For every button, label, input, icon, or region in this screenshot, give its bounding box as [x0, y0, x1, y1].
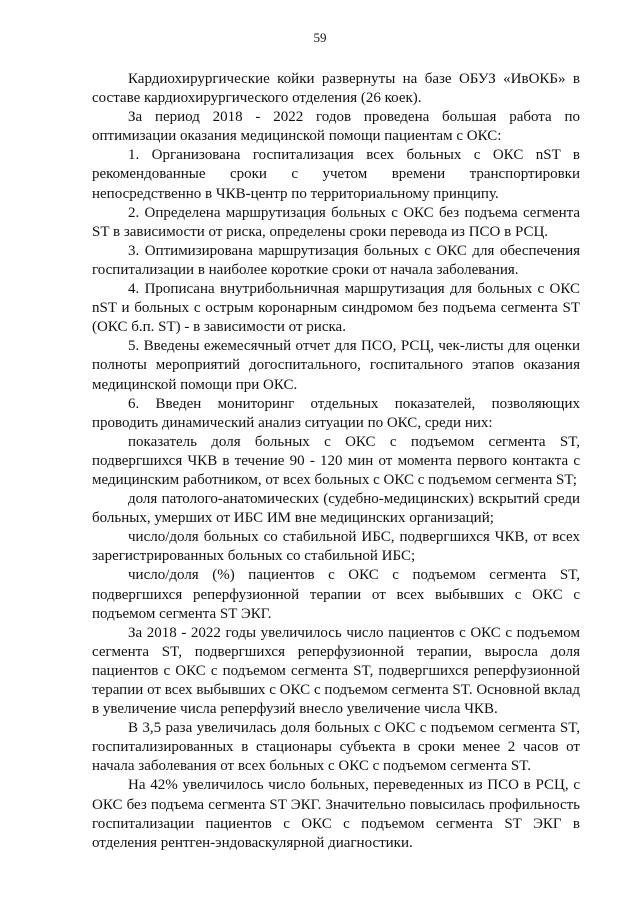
paragraph-results-early-hospitalization: В 3,5 раза увеличилась доля больных с ОКС с подъемом сегмента ST, госпитализированных в стационары субъекта в сроки менее 2 часов от начала заболевания от всех больных с ОКС с подъемом сегмента ST.	[92, 720, 580, 775]
list-item-2: 2. Определена маршрутизация больных с ОКС без подъема сегмента ST в зависимости от риска, определены сроки перевода из ПСО в РСЦ.	[92, 204, 580, 240]
document-body	[92, 70, 580, 853]
paragraph-period-intro: За период 2018 - 2022 годов проведена большая работа по оптимизации оказания медицинской помощи пациентам с ОКС:	[92, 109, 580, 145]
list-item-6: 6. Введен мониторинг отдельных показателей, позволяющих проводить динамический анализ ситуации по ОКС, среди них:	[92, 395, 580, 431]
indicator-pci-within-120-min: показатель доля больных с ОКС с подъемом сегмента ST, подвергшихся ЧКВ в течение 90 - 120 мин от момента первого контакта с медицинским работником, от всех больных с ОКС с подъемом сегмента ST;	[92, 433, 580, 488]
page-number: 59	[313, 30, 327, 45]
list-item-5: 5. Введены ежемесячный отчет для ПСО, РСЦ, чек-листы для оценки полноты мероприятий догоспитального, госпитального этапов оказания медицинской помощи при ОКС.	[92, 338, 580, 393]
list-item-4: 4. Прописана внутрибольничная маршрутизация для больных с ОКС nST и больных с острым коронарным синдромом без подъема сегмента ST (ОКС б.п. ST) - в зависимости от риска.	[92, 281, 580, 336]
list-item-1: 1. Организована госпитализация всех больных с ОКС nST в рекомендованные сроки с учетом времени транспортировки непосредственно в ЧКВ-центр по территориальному принципу.	[92, 147, 580, 202]
paragraph-cardiac-surgery-beds: Кардиохирургические койки развернуты на базе ОБУЗ «ИвОКБ» в составе кардиохирургического отделения (26 коек).	[92, 71, 580, 107]
paragraph-results-transfers: На 42% увеличилось число больных, переведенных из ПСО в РСЦ, с ОКС без подъема сегмента ST ЭКГ. Значительно повысилась профильность госпитализации пациентов с ОКС с подъемом сегмента ST ЭКГ в отделения рентген-эндоваскулярной диагностики.	[92, 777, 580, 851]
indicator-reperfusion-share: число/доля (%) пациентов с ОКС с подъемом сегмента ST, подвергшихся реперфузионной терапии от всех выбывших с ОКС с подъемом сегмента ST ЭКГ.	[92, 567, 580, 622]
indicator-stable-ihd-pci: число/доля больных со стабильной ИБС, подвергшихся ЧКВ, от всех зарегистрированных больных со стабильной ИБС;	[92, 529, 580, 565]
list-item-3: 3. Оптимизирована маршрутизация больных с ОКС для обеспечения госпитализации в наиболее короткие сроки от начала заболевания.	[92, 242, 580, 278]
indicator-autopsies: доля патолого-анатомических (судебно-медицинских) вскрытий среди больных, умерших от ИБС ИМ вне медицинских организаций;	[92, 491, 580, 527]
paragraph-results-reperfusion: За 2018 - 2022 годы увеличилось число пациентов с ОКС с подъемом сегмента ST, подвергшихся реперфузионной терапии, выросла доля пациентов с ОКС с подъемом сегмента ST, подвергшихся реперфузионной терапии от всех выбывших с ОКС с подъемом сегмента ST. Основной вклад в увеличение числа реперфузий внесло увеличение числа ЧКВ.	[92, 624, 580, 718]
